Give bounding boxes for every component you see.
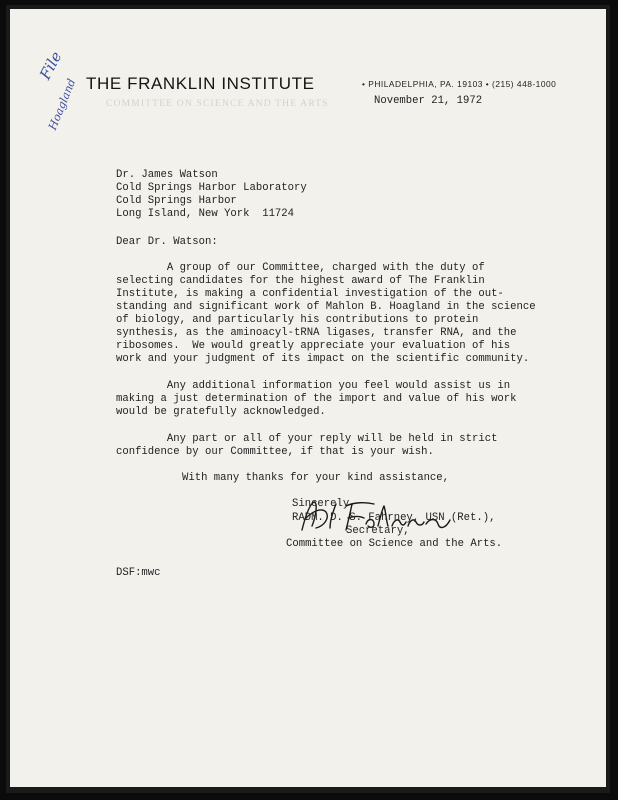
handwritten-note-line-1: File xyxy=(36,48,66,83)
signer-line: RADM. D. S. Fahrney, USN (Ret.), xyxy=(292,512,496,524)
closing: Sincerely, xyxy=(292,498,356,510)
paragraph-line: ribosomes. We would greatly appreciate your evaluation of his xyxy=(116,340,511,352)
paragraph-line: selecting candidates for the highest award of The Franklin xyxy=(116,275,485,287)
paragraph-line: standing and significant work of Mahlon B. Hoagland in the science xyxy=(116,301,536,313)
paragraph-line: of biology, and particularly his contributions to protein xyxy=(116,314,479,326)
signature-text: D S Fahrney xyxy=(296,496,303,497)
letterhead-title: THE FRANKLIN INSTITUTE xyxy=(86,74,315,93)
salutation: Dear Dr. Watson: xyxy=(116,236,218,248)
letterhead-address: • PHILADELPHIA, PA. 19103 • (215) 448-1000 xyxy=(362,79,557,89)
paragraph-line: would be gratefully acknowledged. xyxy=(116,406,326,418)
handwritten-note-2 xyxy=(46,77,78,132)
recipient-line: Cold Springs Harbor xyxy=(116,195,237,207)
signer-line: Committee on Science and the Arts. xyxy=(286,538,503,550)
handwritten-note xyxy=(36,48,65,82)
paragraph-line: Any part or all of your reply will be held in strict xyxy=(116,433,498,445)
recipient-line: Cold Springs Harbor Laboratory xyxy=(116,182,307,194)
signer-line: Secretary, xyxy=(346,525,410,537)
recipient-line: Long Island, New York 11724 xyxy=(116,208,295,220)
paragraph-line: confidence by our Committee, if that is your wish. xyxy=(116,446,434,458)
paragraph-line: Institute, is making a confidential investigation of the out- xyxy=(116,288,504,300)
closing-thanks: With many thanks for your kind assistance, xyxy=(182,472,450,484)
letter-date: November 21, 1972 xyxy=(374,95,483,107)
paragraph-line: Any additional information you feel would assist us in xyxy=(116,380,511,392)
reference-initials: DSF:mwc xyxy=(116,567,161,579)
paragraph-line: synthesis, as the aminoacyl-tRNA ligases, transfer RNA, and the xyxy=(116,327,517,339)
paragraph-line: work and your judgment of its impact on the scientific community. xyxy=(116,353,530,365)
recipient-line: Dr. James Watson xyxy=(116,169,218,181)
paragraph-line: making a just determination of the import and value of his work xyxy=(116,393,517,405)
paragraph-line: A group of our Committee, charged with the duty of xyxy=(116,262,485,274)
letterhead-subtitle: COMMITTEE ON SCIENCE AND THE ARTS xyxy=(106,99,329,109)
letter-page xyxy=(10,9,606,787)
handwritten-note-line-2: Hoagland xyxy=(46,76,79,132)
